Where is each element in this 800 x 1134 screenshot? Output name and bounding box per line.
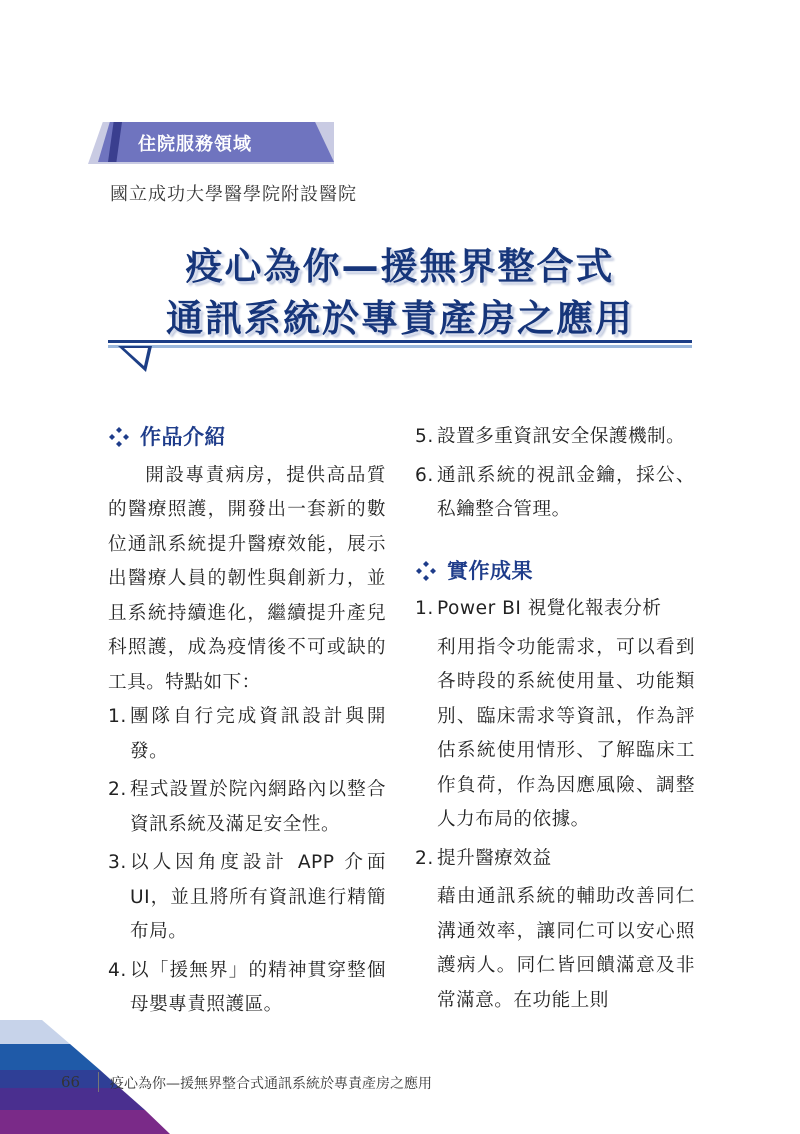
list-item-text: 程式設置於院內網路內以整合資訊系統及滿足安全性。 [130, 779, 386, 835]
result-body: 藉由通訊系統的輔助改善同仁溝通效率，讓同仁可以安心照護病人。同仁皆回饋滿意及非常滿意。在功能上則 [437, 886, 695, 1011]
list-item-text: 以「援無界」的精神貫穿整個母嬰專責照護區。 [130, 959, 386, 1015]
list-item-text: 通訊系統的視訊金鑰，採公、私鑰整合管理。 [437, 464, 695, 520]
list-item-number: 3. [108, 852, 127, 873]
hospital-name: 國立成功大學醫學院附設醫院 [110, 184, 357, 205]
footer-separator [98, 1072, 99, 1092]
result-title [415, 592, 695, 627]
list-item [415, 420, 695, 455]
list-item [108, 773, 386, 842]
title-underline-shadow [108, 345, 692, 348]
four-diamond-icon [108, 426, 130, 448]
list-item-text: 團隊自行完成資訊設計與開發。 [130, 706, 386, 762]
section-gap [415, 532, 695, 554]
result-title-text: 提升醫療效益 [437, 847, 552, 869]
list-item-number: 4. [108, 959, 127, 981]
result-body: 利用指令功能需求，可以看到各時段的系統使用量、功能類別、臨床需求等資訊，作為評估系統使用情形、了解臨床工作負荷，作為因應風險、調整人力布局的依據。 [437, 636, 695, 830]
right-column [415, 420, 695, 1022]
section-heading-text: 作品介紹 [140, 425, 226, 449]
footer-running-title: 疫心為你—援無界整合式通訊系統於專責產房之應用 [110, 1076, 432, 1092]
list-item-number: 5. [415, 426, 434, 447]
left-column [108, 420, 386, 1027]
footer-stripes-decoration [0, 1010, 170, 1134]
list-item [108, 700, 386, 769]
speech-tail-icon [118, 346, 152, 372]
section-heading-results [415, 554, 695, 589]
result-title-text: Power BI 視覺化報表分析 [437, 598, 662, 619]
list-item-text: 設置多重資訊安全保護機制。 [437, 426, 686, 447]
page-number: 66 [61, 1073, 81, 1091]
list-item [108, 846, 386, 950]
result-number: 2. [415, 847, 434, 869]
four-diamond-icon [415, 560, 437, 582]
category-label: 住院服務領域 [138, 134, 252, 155]
page-title-line2: 通訊系統於專責產房之應用 [166, 297, 634, 340]
list-item-number: 6. [415, 464, 434, 486]
list-item-text: 以人因角度設計 APP 介面 UI，並且將所有資訊進行精簡布局。 [130, 852, 386, 942]
intro-paragraph: 開設專責病房，提供高品質的醫療照護，開發出一套新的數位通訊系統提升醫療效能，展示出醫療人員的韌性與創新力，並且系統持續進化，繼續提升產兒科照護，成為疫情後不可或缺的工具。特點如下： [108, 464, 386, 693]
section-heading-intro [108, 420, 386, 455]
category-tab [88, 122, 334, 164]
result-title [415, 842, 695, 877]
section-heading-text: 實作成果 [447, 558, 533, 583]
list-item-number: 2. [108, 779, 127, 800]
title-underline [108, 340, 692, 343]
list-item [415, 459, 695, 528]
result-number: 1. [415, 598, 434, 619]
list-item-number: 1. [108, 706, 127, 727]
page-title-line1: 疫心為你—援無界整合式 [185, 245, 615, 288]
